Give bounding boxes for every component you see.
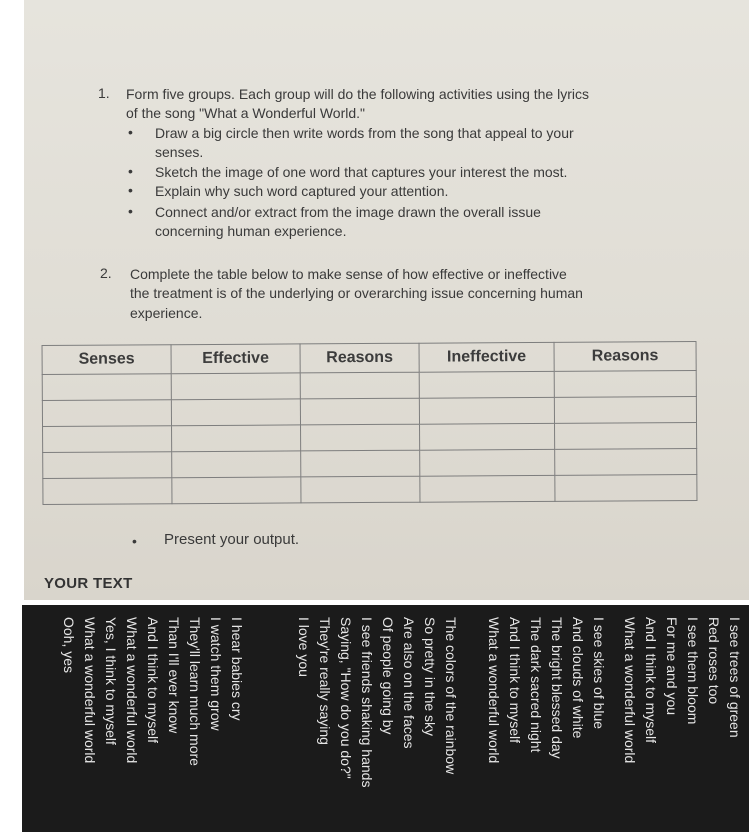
- lyric-line: They'll learn much more: [187, 617, 203, 766]
- bullet-1-line-2: senses.: [155, 144, 204, 160]
- lyric-line: I hear babies cry: [229, 617, 245, 721]
- lyric-line: Are also on the faces: [401, 617, 417, 749]
- table-cell: [172, 425, 301, 452]
- stanza-3: [293, 617, 461, 787]
- lyric-line: And I think to myself: [643, 617, 659, 744]
- lyric-line: Saying, "How do you do?": [338, 617, 354, 779]
- table-cell: [300, 398, 419, 425]
- table-cell: [42, 400, 171, 427]
- present-output: Present your output.: [164, 531, 300, 548]
- lyric-line: I love you: [296, 617, 312, 677]
- lyric-line: I see trees of green: [727, 617, 743, 738]
- bullet-dot: •: [128, 203, 133, 219]
- table-cell: [420, 423, 555, 450]
- table-cell: [301, 476, 420, 503]
- worksheet-photo: [24, 0, 749, 600]
- item-1-line-1: Form five groups. Each group will do the following activities using the lyrics: [126, 86, 589, 102]
- table-header-row: [42, 342, 696, 375]
- lyric-line: Yes, I think to myself: [103, 617, 119, 745]
- item-1-number: 1.: [98, 85, 110, 101]
- lyric-line: What a wonderful world: [486, 617, 502, 764]
- lyric-line: They're really saying: [317, 617, 333, 745]
- table-cell: [301, 450, 420, 477]
- table-row: [42, 371, 696, 401]
- lyric-line: So pretty in the sky: [422, 617, 438, 737]
- header-ineffective: Ineffective: [419, 342, 554, 372]
- table-cell: [419, 397, 554, 424]
- senses-table: [42, 341, 698, 505]
- header-effective: Effective: [171, 344, 300, 374]
- bullet-2: Sketch the image of one word that captures your interest the most.: [155, 164, 568, 180]
- lyric-line: And clouds of white: [570, 617, 586, 739]
- table-cell: [171, 399, 300, 426]
- bullet-dot: •: [128, 182, 133, 198]
- bullet-4-line-2: concerning human experience.: [155, 223, 347, 239]
- table-cell: [172, 477, 301, 504]
- table-cell: [555, 423, 697, 450]
- lyric-line: I see friends shaking hands: [359, 617, 375, 788]
- header-reasons: Reasons: [300, 343, 419, 373]
- lyric-line: What a wonderful world: [622, 617, 638, 764]
- lyric-line: Of people going by: [380, 617, 396, 735]
- table-row: [43, 449, 697, 479]
- table-cell: [43, 478, 172, 505]
- lyric-line: Than I'll ever know: [166, 617, 182, 734]
- bullet-dot: •: [128, 124, 133, 140]
- lyric-line: Ooh, yes: [61, 617, 77, 674]
- table-row: [42, 397, 696, 427]
- table-cell: [172, 451, 301, 478]
- table-row: [43, 423, 697, 453]
- lyric-line: For me and you: [664, 617, 680, 716]
- table-cell: [301, 424, 420, 451]
- item-1-line-2: of the song "What a Wonderful World.": [126, 105, 365, 121]
- bullet-dot: •: [128, 163, 133, 179]
- table-cell: [555, 475, 697, 502]
- lyric-line: What a wonderful world: [82, 617, 98, 764]
- lyric-line: I watch them grow: [208, 617, 224, 731]
- table-cell: [43, 426, 172, 453]
- item-2-line-3: experience.: [130, 305, 203, 321]
- stanza-4: [58, 617, 247, 766]
- table-cell: [171, 373, 300, 400]
- table-cell: [42, 374, 171, 401]
- table-cell: [554, 397, 696, 424]
- table-cell: [420, 449, 555, 476]
- table-cell: [420, 475, 555, 502]
- lyric-line: The dark sacred night: [528, 617, 544, 753]
- bullet-3: Explain why such word captured your attention.: [155, 183, 449, 199]
- lyric-line: What a wonderful world: [124, 617, 140, 764]
- bullet-1-line-1: Draw a big circle then write words from the song that appeal to your: [155, 125, 574, 141]
- table-row: [43, 475, 697, 505]
- lyric-line: I see them bloom: [685, 617, 701, 725]
- header-reasons-2: Reasons: [554, 342, 696, 372]
- lyrics-rotated-text: [22, 605, 749, 832]
- lyric-line: The colors of the rainbow: [443, 617, 459, 775]
- table-cell: [43, 452, 172, 479]
- bullet-4-line-1: Connect and/or extract from the image drawn the overall issue: [155, 204, 541, 220]
- table-cell: [554, 371, 696, 398]
- lyric-line: And I think to myself: [145, 617, 161, 744]
- item-2-line-2: the treatment is of the underlying or overarching issue concerning human: [130, 285, 583, 301]
- lyric-line: Red roses too: [706, 617, 722, 705]
- stanza-1: [619, 617, 745, 763]
- lyric-line: And I think to myself: [507, 617, 523, 744]
- lyrics-panel: [22, 605, 749, 832]
- table-cell: [555, 449, 697, 476]
- bullet-dot: •: [132, 533, 137, 549]
- lyric-line: I see skies of blue: [591, 617, 607, 730]
- table-cell: [419, 371, 554, 398]
- item-2-line-1: Complete the table below to make sense of how effective or ineffective: [130, 266, 567, 282]
- your-text-label: YOUR TEXT: [44, 575, 133, 592]
- table-cell: [300, 372, 419, 399]
- lyric-line: The bright blessed day: [549, 617, 565, 759]
- header-senses: Senses: [42, 345, 171, 375]
- item-2-number: 2.: [100, 265, 112, 281]
- stanza-2: [483, 617, 609, 763]
